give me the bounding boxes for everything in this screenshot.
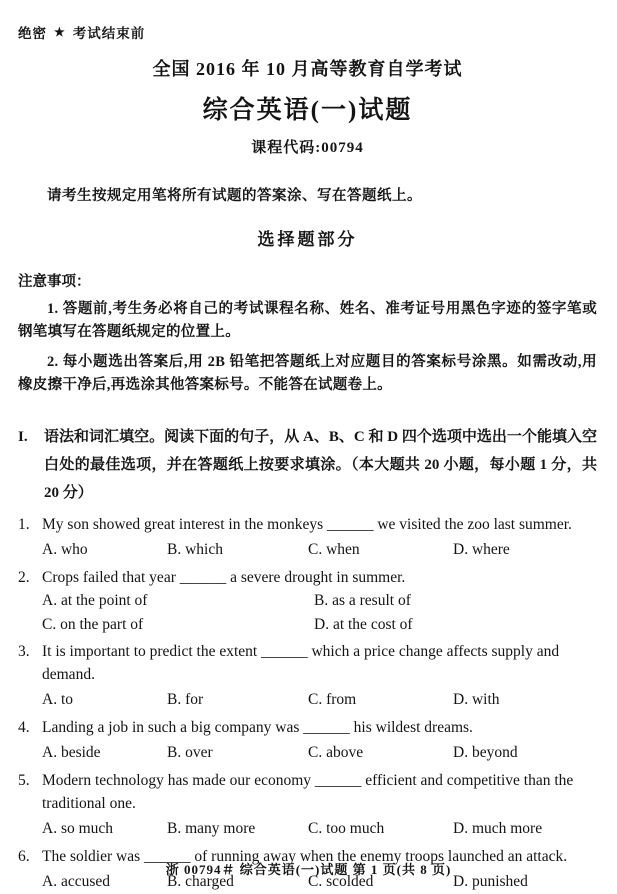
pre-exam-notice: 考试结束前	[72, 26, 146, 41]
exam-title: 全国 2016 年 10 月高等教育自学考试	[152, 59, 463, 79]
option: C. above	[308, 744, 364, 761]
classification-label: 绝密	[18, 26, 47, 41]
option: A. who	[42, 541, 88, 558]
option: A. at the point of	[42, 592, 148, 609]
option: C. on the part of	[42, 616, 144, 633]
question-number: 6.	[18, 848, 30, 865]
question-text: Crops failed that year ______ a severe drought in summer.	[42, 569, 406, 586]
option-row	[42, 739, 597, 766]
option: B. over	[167, 744, 213, 761]
question-text: It is important to predict the extent ______ which a price change affects supply and demand.	[42, 643, 560, 683]
option: A. so much	[42, 820, 114, 837]
question-number: 1.	[18, 516, 30, 533]
option: B. as a result of	[314, 592, 411, 609]
part1-directions-text: 语法和词汇填空。阅读下面的句子，从 A、B、C 和 D 四个选项中选出一个能填入空白处的最佳选项，并在答题纸上按要求填涂。（本大题共 20 小题，每小题 1 分，共 20 分）	[44, 429, 597, 501]
option: A. accused	[42, 873, 110, 890]
option: B. many more	[167, 820, 256, 837]
option: D. at the cost of	[314, 616, 413, 633]
page-footer: 浙 00794＃ 综合英语(一)试题 第 1 页(共 8 页)	[165, 862, 452, 877]
option: C. when	[308, 541, 360, 558]
question-number: 3.	[18, 643, 30, 660]
question-number: 4.	[18, 719, 30, 736]
option-row	[42, 536, 597, 563]
section-part-title: 选择题部分	[257, 230, 358, 249]
classification-banner	[18, 22, 597, 42]
option: D. beyond	[453, 744, 518, 761]
option: C. too much	[308, 820, 385, 837]
course-code: 课程代码:00794	[251, 140, 364, 156]
question-number: 5.	[18, 772, 30, 789]
option: B. charged	[167, 873, 234, 890]
option: B. which	[167, 541, 223, 558]
note-item-1: 1. 答题前,考生务必将自己的考试课程名称、姓名、准考证号用黑色字迹的签字笔或钢笔填写在答题纸规定的位置上。	[18, 301, 597, 340]
question	[18, 640, 597, 713]
question-text: Modern technology has made our economy ______ efficient and competitive than the traditional one.	[42, 772, 574, 812]
option-row	[42, 589, 597, 637]
option: A. to	[42, 691, 73, 708]
question-text: The soldier was ______ of running away when the enemy troops launched an attack.	[42, 848, 568, 865]
question	[18, 769, 597, 842]
option: D. with	[453, 691, 500, 708]
exam-instruction: 请考生按规定用笔将所有试题的答案涂、写在答题纸上。	[47, 188, 422, 204]
part1-directions	[18, 423, 597, 507]
option: D. where	[453, 541, 510, 558]
question	[18, 513, 597, 563]
option: A. beside	[42, 744, 101, 761]
question-text: Landing a job in such a big company was ______ his wildest dreams.	[42, 719, 473, 736]
note-item-2: 2. 每小题选出答案后,用 2B 铅笔把答题纸上对应题目的答案标号涂黑。如需改动,用橡皮擦干净后,再选涂其他答案标号。不能答在试题卷上。	[18, 354, 597, 393]
star-icon: ★	[54, 24, 66, 39]
option: D. punished	[453, 873, 528, 890]
option: C. from	[308, 691, 357, 708]
part1-numeral: I.	[18, 429, 28, 445]
paper-title: 综合英语(一)试题	[202, 97, 413, 124]
option: C. scolded	[308, 873, 374, 890]
question	[18, 566, 597, 637]
option: B. for	[167, 691, 204, 708]
question	[18, 716, 597, 766]
question-number: 2.	[18, 569, 30, 586]
question-text: My son showed great interest in the monkeys ______ we visited the zoo last summer.	[42, 516, 572, 533]
option-row	[42, 815, 597, 842]
notes-title: 注意事项：	[18, 274, 91, 290]
option-row	[42, 686, 597, 713]
option: D. much more	[453, 820, 543, 837]
question-list	[18, 513, 597, 894]
